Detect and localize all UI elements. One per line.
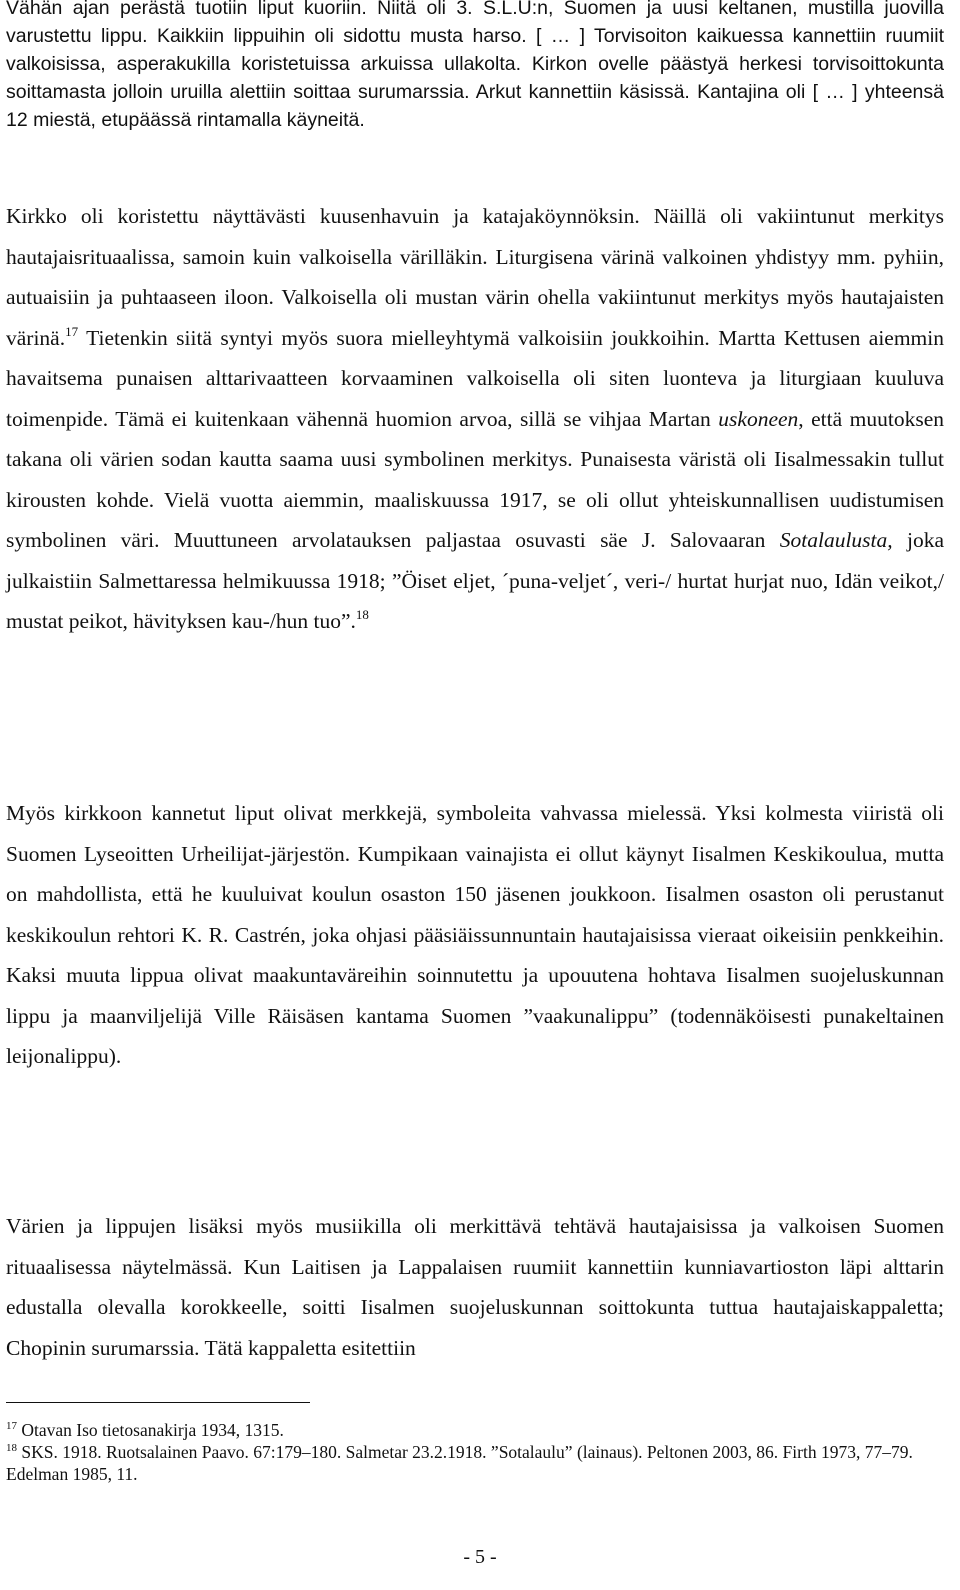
quote-text: Vähän ajan perästä tuotiin liput kuoriin. Niitä oli 3. S.L.U:n, Suomen ja uusi keltanen, mustilla juovilla varustettu lippu. Kaikkiin lippuihin oli sidottu musta harso. [ … ] Torvisoiton kaikuessa kannettiin ruumiit valkoisissa, asperakukilla koristetuissa arkuissa ullakolta. Kirkon ovelle päästyä herkesi torvisoittokunta soittamasta jolloin uruilla alettiin soittaa surumarssia. Arkut kannettiin käsissä. Kantajina oli [ … ] yhteensä 12 miestä, etupäässä rintamalla käyneitä. xyxy=(6,0,944,131)
footnotes-section xyxy=(6,1419,944,1485)
footnote-number: 18 xyxy=(6,1442,17,1454)
footnote-18 xyxy=(6,1441,944,1485)
footnote-reference-17[interactable]: 17 xyxy=(65,323,79,339)
page-number: - 5 - xyxy=(463,1546,497,1568)
paragraph-text: Tietenkin siitä syntyi myös suora mielleyhtymä valkoisiin joukkoihin. Martta Kettusen aiemmin havaitsema punaisen alttarivaatteen korvaaminen valkoisella oli siten luonteva ja liturgiaan kuuluva toimenpide. Tämä ei kuitenkaan vähennä huomion arvoa, sillä se vihjaa Martan xyxy=(6,325,944,431)
footnote-reference-18[interactable]: 18 xyxy=(355,607,369,622)
body-paragraph-3 xyxy=(6,1206,944,1368)
paragraph-text: , että muutoksen takana oli värien sodan kautta saama uusi symbolinen merkitys. Punaisesta väristä oli Iisalmessakin tullut kirousten kohde. Vielä vuotta aiemmin, maaliskuussa 1917, se oli ollut yhteiskunnallisen uudistumisen symbolinen väri. Muuttuneen arvolatauksen paljastaa osuvasti säe J. Salovaaran xyxy=(6,406,944,552)
footnote-17 xyxy=(6,1419,944,1441)
paragraph-text: Myös kirkkoon kannetut liput olivat merkkejä, symboleita vahvassa mielessä. Yksi kolmesta viiristä oli Suomen Lyseoitten Urheilijat-järjestön. Kumpikaan vainajista ei ollut käynyt Iisalmen Keskikoulua, mutta on mahdollista, että he kuuluivat koulun osaston 150 jäsenen joukkoon. Iisalmen osaston oli perustanut keskikoulun rehtori K. R. Castrén, joka ohjasi pääsiäissunnuntain hautajaisissa vieraat oikeisiin penkkeihin. Kaksi muuta lippua olivat maakuntaväreihin soinnutettu ja upouutena hohtava Iisalmen suojeluskunnan lippu ja maanviljelijä Ville Räisäsen kantama Suomen ”vaakunalippu” (todennäköisesti punakeltainen leijonalippu). xyxy=(6,801,944,1068)
body-paragraph-1 xyxy=(6,196,944,642)
footnote-text: Otavan Iso tietosanakirja 1934, 1315. xyxy=(17,1420,284,1440)
block-quote xyxy=(6,0,944,134)
body-paragraph-2 xyxy=(6,793,944,1077)
paragraph-text: joka julkaistiin Salmettaressa helmikuussa 1918; ”Öiset eljet, ´puna-veljet´, veri-/ hurtat hurjat nuo, Idän veikot,/ mustat peikot, hävityksen kau-/hun tuo”. xyxy=(6,528,944,633)
footnote-text: SKS. 1918. Ruotsalainen Paavo. 67:179–180. Salmetar 23.2.1918. ”Sotalaulu” (lainaus). Peltonen 2003, 86. Firth 1973, 77–79. Edelman 1985, 11. xyxy=(6,1442,913,1484)
italic-word: uskoneen xyxy=(718,406,799,431)
footnote-divider xyxy=(6,1402,310,1403)
footnote-number: 17 xyxy=(6,1420,17,1432)
italic-title: Sotalaulusta, xyxy=(779,528,893,552)
paragraph-text: Värien ja lippujen lisäksi myös musiikilla oli merkittävä tehtävä hautajaisissa ja valkoisen Suomen rituaalisessa näytelmässä. Kun Laitisen ja Lappalaisen ruumiit kannettiin kunniavartioston läpi alttarin edustalla olevalla korokkeelle, soitti Iisalmen suojeluskunnan soittokunta tuttua hautajaiskappaletta; Chopinin surumarssia. Tätä kappaletta esitettiin xyxy=(6,1214,944,1360)
paragraph-text: Kirkko oli koristettu näyttävästi kuusenhavuin ja katajaköynnöksin. Näillä oli vakiintunut merkitys hautajaisrituaalissa, samoin kuin valkoisella värilläkin. Liturgisena värinä valkoinen yhdistyy mm. pyhiin, autuaisiin ja puhtaaseen iloon. Valkoisella oli mustan värin ohella vakiintunut merkitys myös hautajaisten värinä. xyxy=(6,204,944,350)
